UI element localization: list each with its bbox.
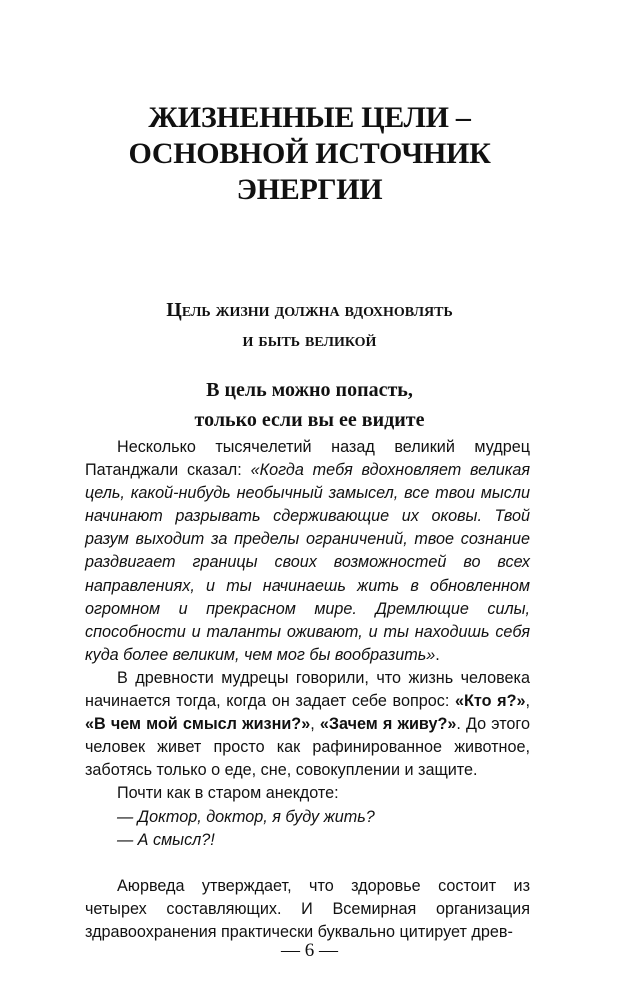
chapter-title-line: ЭНЕРГИИ (236, 173, 383, 207)
section-title (0, 295, 619, 355)
paragraph-intro: В древности мудрецы говорили, что жизнь человека начинается тогда, когда он задает себе вопрос: (85, 668, 530, 711)
page-number: — 6 — (281, 940, 338, 961)
separator: , (310, 715, 320, 734)
paragraph-ayurveda: Аюрведа утверждает, что здоровье состоит из четырех составляющих. И Всемирная организация здравоохранения практически буквально цитирует древ- (85, 876, 530, 941)
patanjali-quote: «Когда тебя вдохновляет великая цель, какой-нибудь необычный замысел, все твои мысли начинают разрывать сдерживающие их оковы. Твой разум выходит за пределы ограничений, твое сознание раздвигает границы своих возможностей во всех направлениях, и ты начинаешь жить в обновленном огромном и прекрасном мире. Дремлющие силы, способности и таланты оживают, и ты находишь себя куда более великим, чем мог бы вообразить» (85, 461, 531, 664)
paragraph-sages (85, 667, 530, 782)
separator: , (525, 692, 530, 711)
blank-line (85, 852, 530, 875)
paragraph-end: . (435, 645, 440, 664)
subsection-title (0, 375, 619, 435)
paragraph-anecdote-intro: Почти как в старом анекдоте: (117, 784, 339, 803)
question-why-live: «Зачем я живу?» (319, 715, 457, 734)
subsection-title-line: В цель можно попасть, (206, 379, 413, 401)
chapter-title-line: ОСНОВНОЙ ИСТОЧНИК (128, 137, 491, 171)
question-meaning: «В чем мой смысл жизни?» (85, 715, 311, 734)
question-who-am-i: «Кто я?» (455, 692, 526, 711)
section-title-line: Цель жизни должна вдохновлять (166, 298, 453, 321)
chapter-title-line: ЖИЗНЕННЫЕ ЦЕЛИ – (148, 101, 471, 135)
paragraph-rest: . До этого человек живет просто как рафинированное животное, заботясь только о еде, сне, совокуплении и защите. (85, 715, 530, 780)
body-text (85, 436, 530, 944)
paragraph-patanjali (85, 436, 530, 667)
dialog-line-1: — Доктор, доктор, я буду жить? (117, 807, 375, 826)
dialog-line-2: — А смысл?! (117, 830, 215, 849)
chapter-title (0, 100, 619, 208)
section-title-line: и быть великой (242, 328, 377, 351)
paragraph-intro: Несколько тысячелетий назад великий мудрец Патанджали сказал: (85, 438, 530, 480)
subsection-title-line: только если вы ее видите (194, 409, 425, 431)
